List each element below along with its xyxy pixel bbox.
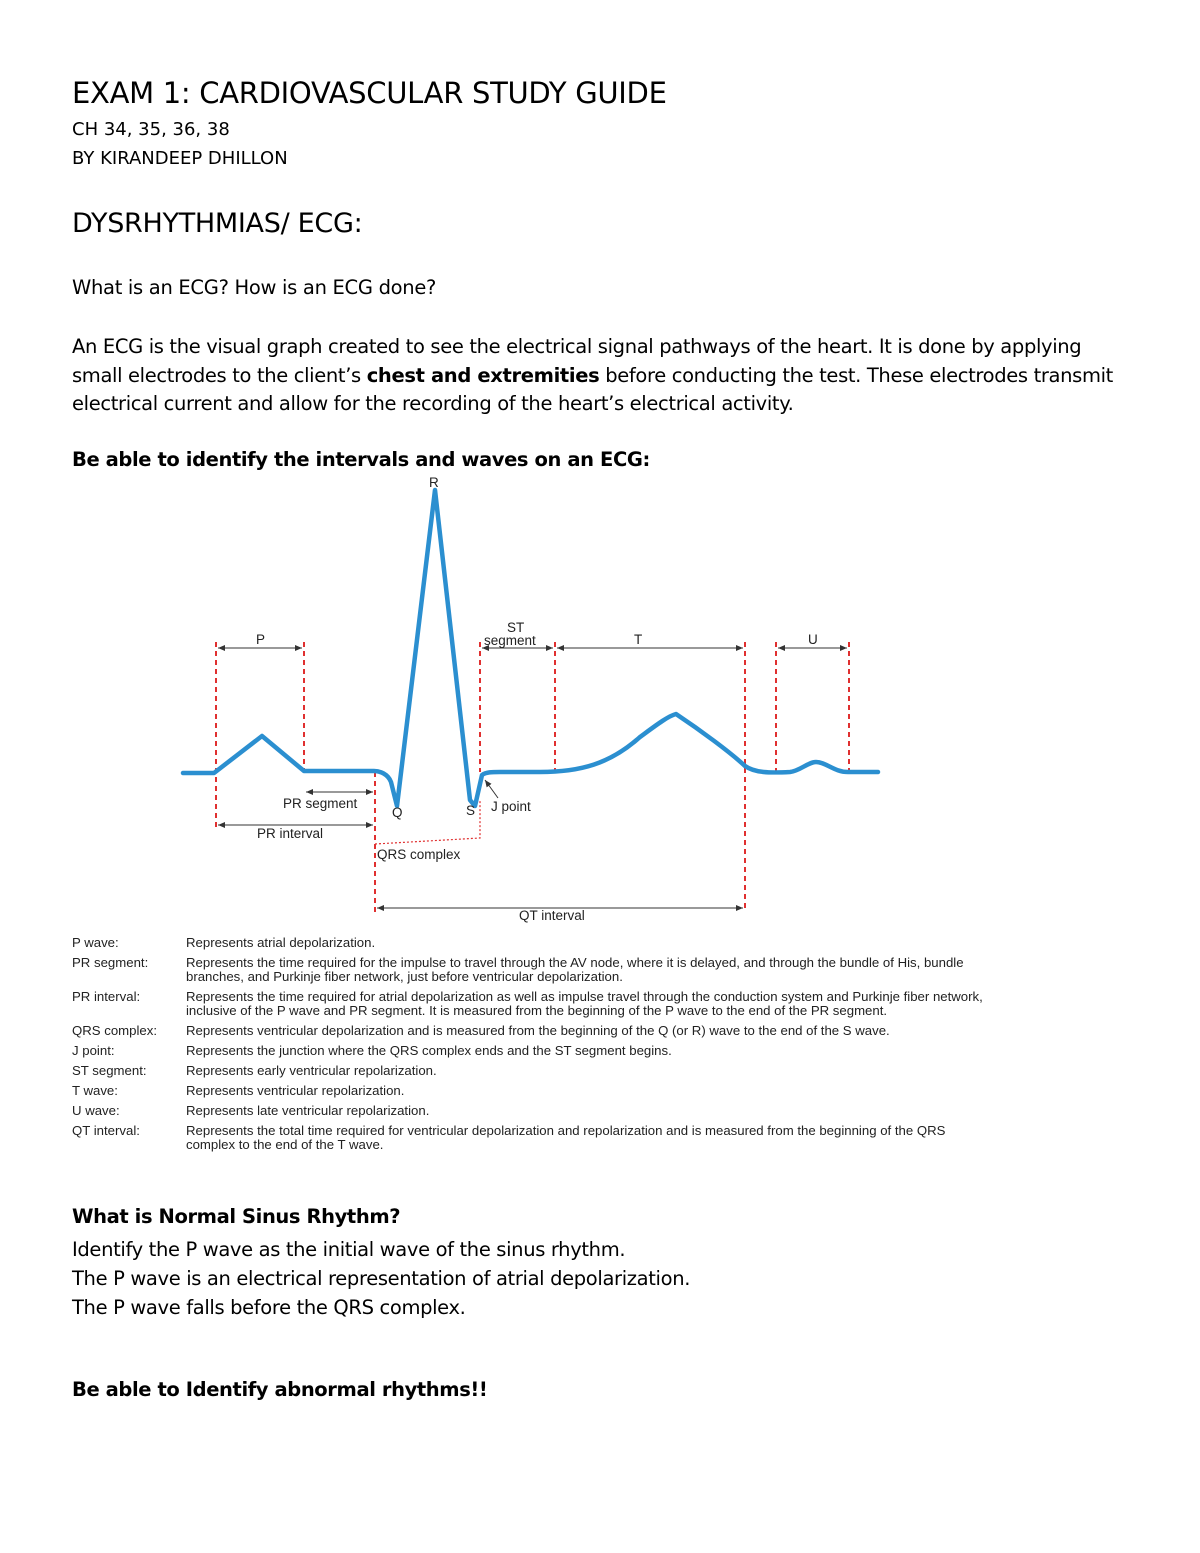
definition-term: T wave:	[72, 1083, 118, 1098]
definition-desc: Represents the total time required for ventricular depolarization and repolarization and is measured from the beginning of the QRS complex to the end of the T wave.	[186, 1123, 946, 1152]
author-line: BY KIRANDEEP DHILLON	[72, 148, 288, 169]
question-ecg: What is an ECG? How is an ECG done?	[72, 276, 437, 299]
definition-row	[72, 1064, 991, 1084]
label-qrs-complex: QRS complex	[377, 847, 461, 862]
definition-desc: Represents atrial depolarization.	[186, 935, 376, 950]
answer-text-1: An ECG is the visual graph created to see the electrical signal pathways of the heart. It is done by applying small electrodes to the client’s	[72, 335, 1082, 387]
definition-term: ST segment:	[72, 1063, 147, 1078]
qrs-dotted-guide	[375, 800, 480, 844]
definition-term: U wave:	[72, 1103, 120, 1118]
definition-desc: Represents the time required for atrial depolarization as well as impulse travel through the conduction system and Purkinje fiber network, inclusive of the P wave and PR segment. It is measured from the beginning of the P wave to the end of the PR segment.	[186, 989, 983, 1018]
definition-desc: Represents ventricular depolarization and is measured from the beginning of the Q (or R) wave to the end of the S wave.	[186, 1023, 890, 1038]
definition-row	[72, 1084, 991, 1104]
answer-text-2: before conducting the test. These electrodes transmit electrical current and allow for the recording of the heart’s electrical activity.	[72, 363, 1113, 415]
label-segment: segment	[484, 633, 536, 648]
label-r: R	[429, 475, 439, 490]
identify-heading: Be able to identify the intervals and waves on an ECG:	[72, 448, 650, 471]
label-qt-interval: QT interval	[519, 908, 585, 923]
definition-term: P wave:	[72, 935, 119, 950]
interval-markers	[216, 642, 849, 912]
ecg-diagram	[0, 470, 1200, 930]
definition-row	[72, 936, 991, 956]
definition-term: QRS complex:	[72, 1023, 158, 1038]
nsr-heading: What is Normal Sinus Rhythm?	[72, 1205, 401, 1228]
definition-desc: Represents ventricular repolarization.	[186, 1083, 405, 1098]
definition-term: PR segment:	[72, 955, 149, 970]
definition-term: QT interval:	[72, 1123, 140, 1138]
definition-desc: Represents late ventricular repolarization.	[186, 1103, 430, 1118]
definition-term: PR interval:	[72, 989, 141, 1004]
interval-arrows	[218, 648, 847, 908]
nsr-line: Identify the P wave as the initial wave of the sinus rhythm.	[72, 1238, 626, 1261]
label-j-point: J point	[491, 799, 531, 814]
label-st: ST	[507, 620, 525, 635]
label-p: P	[256, 632, 266, 647]
section-heading: DYSRHYTHMIAS/ ECG:	[72, 208, 363, 239]
arrow-j-point	[485, 780, 498, 798]
definition-desc: Represents the junction where the QRS complex ends and the ST segment begins.	[186, 1043, 672, 1058]
nsr-lines	[72, 1235, 690, 1322]
definitions-table	[72, 936, 991, 1158]
definition-row	[72, 956, 991, 990]
nsr-line: The P wave is an electrical representation of atrial depolarization.	[72, 1267, 691, 1290]
answer-bold-text: chest and extremities	[366, 363, 600, 387]
label-u: U	[808, 632, 818, 647]
definition-row	[72, 1024, 991, 1044]
abnormal-heading: Be able to Identify abnormal rhythms!!	[72, 1378, 488, 1401]
label-pr-interval: PR interval	[257, 826, 324, 841]
label-s: S	[466, 803, 476, 818]
definition-term: J point:	[72, 1043, 115, 1058]
definition-desc: Represents the time required for the impulse to travel through the AV node, where it is delayed, and through the bundle of His, bundle branches, and Purkinje fiber network, just before ventricular depolarization.	[186, 955, 964, 984]
label-pr-segment: PR segment	[283, 796, 358, 811]
label-t: T	[634, 632, 643, 647]
nsr-line: The P wave falls before the QRS complex.	[72, 1296, 466, 1319]
chapters-line: CH 34, 35, 36, 38	[72, 119, 230, 140]
definition-row	[72, 1124, 991, 1158]
definition-desc: Represents early ventricular repolarization.	[186, 1063, 437, 1078]
label-q: Q	[392, 805, 403, 820]
definition-row	[72, 1104, 991, 1124]
definition-row	[72, 990, 991, 1024]
definition-row	[72, 1044, 991, 1064]
document-title: EXAM 1: CARDIOVASCULAR STUDY GUIDE	[72, 76, 667, 110]
answer-paragraph	[72, 333, 1132, 419]
